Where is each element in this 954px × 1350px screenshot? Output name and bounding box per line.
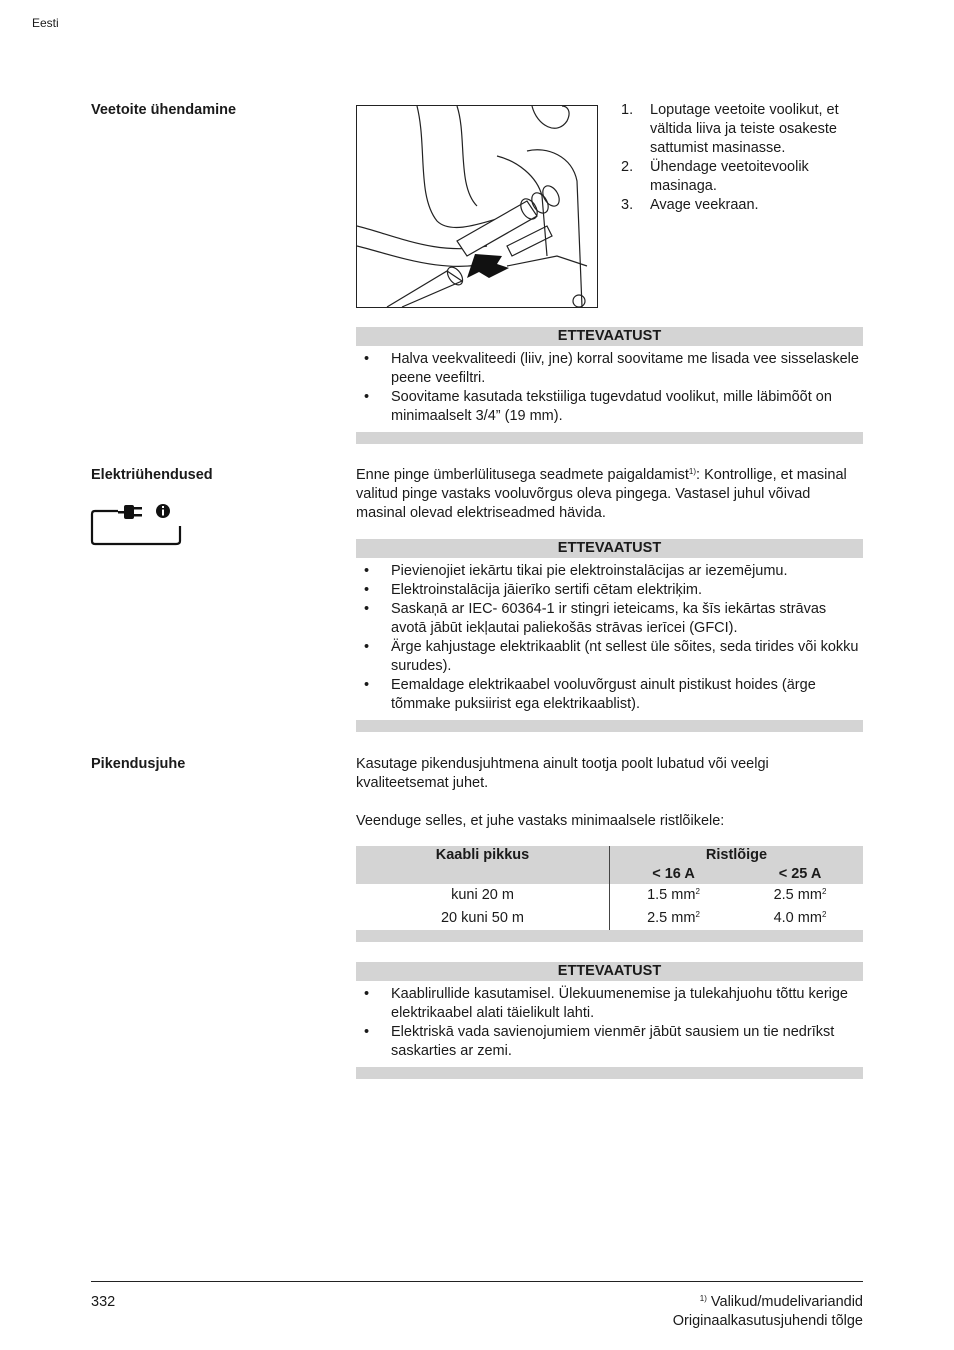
caution-item: • Kaablirullide kasutamisel. Ülekuumenemise ja tulekahjuohu tõttu kerige elektrikaabel alati täielikult lahti. xyxy=(356,985,863,1023)
footer-divider xyxy=(91,1281,863,1282)
extension-paragraph: Veenduge selles, et juhe vastaks minimaalsele ristlõikele: xyxy=(356,813,725,829)
step-item: 3. Avage veekraan. xyxy=(621,197,759,213)
table-footer-bar xyxy=(356,930,863,942)
caution-item: • Saskaņā ar IEC- 60364-1 ir stingri ieteicams, ka šīs iekārtas strāvas avotā jābūt iekļautai paliekošās strāvas ierīcei (GFCI). xyxy=(356,600,863,638)
table-row: kuni 20 m 1.5 $mm^2$ 2.5 $mm^2$ xyxy=(356,884,863,907)
table-row: 20 kuni 50 m 2.5 $mm^2$ 4.0 $mm^2$ xyxy=(356,907,863,930)
extension-paragraph: Kasutage pikendusjuhtmena ainult tootja poolt lubatud või veelgi kvaliteetsemat juhet. xyxy=(356,756,769,791)
caution-item: • Elektriskā vada savienojumiem vienmēr jābūt sausiem un tie nedrīkst saskarties ar zemi. xyxy=(356,1023,863,1061)
table-subheader-25a: < 25 A xyxy=(778,866,822,882)
table-subheader-16a: < 16 A xyxy=(652,866,695,882)
section-heading-water: Veetoite ühendamine xyxy=(91,102,237,118)
caution-item: • Halva veekvaliteedi (liiv, jne) korral soovitame me lisada vee sisselaskele peene veefiltri. xyxy=(356,350,863,388)
section-heading-extension: Pikendusjuhe xyxy=(91,756,186,772)
caution-box-extension xyxy=(356,962,863,1079)
electric-intro: Enne pinge ümberlülitusega seadmete paigaldamist$^{1)}$: Kontrollige, et masinal valitud pinge vastaks vooluvõrgus oleva pingega. Vastasel juhul võivad masinal olevad elektriseadmed hävida. xyxy=(356,467,847,521)
caution-footer-bar xyxy=(356,720,863,732)
caution-box-electric xyxy=(356,539,863,732)
plug-info-icon xyxy=(90,502,184,554)
caution-box-water xyxy=(356,327,863,444)
cable-table xyxy=(356,846,863,942)
footer-translation: Originaalkasutusjuhendi tõlge xyxy=(672,1313,863,1329)
language-label: Eesti xyxy=(32,16,59,30)
caution-item: • Ärge kahjustage elektrikaablit (nt sellest üle sõites, seda tirides või kokku surudes). xyxy=(356,638,863,676)
footer-note: $^{1)}$ Valikud/mudelivariandid Originaalkasutusjuhendi tõlge xyxy=(672,1294,863,1329)
caution-title: ETTEVAATUST xyxy=(356,327,863,346)
caution-title: ETTEVAATUST xyxy=(356,962,863,981)
page-number: 332 xyxy=(91,1294,116,1310)
caution-item: • Elektroinstalācija jāierīko sertifi cētam elektriķim. xyxy=(356,581,863,600)
caution-item: • Eemaldage elektrikaabel vooluvõrgust ainult pistikust hoides (ärge tõmmake puksiirist ega elektrikaablist). xyxy=(356,676,863,714)
caution-footer-bar xyxy=(356,432,863,444)
caution-item: • Soovitame kasutada tekstiiliga tugevdatud voolikut, mille läbimõõt on minimaalselt 3/4” (19 mm). xyxy=(356,388,863,426)
caution-footer-bar xyxy=(356,1067,863,1079)
step-item: 2. Ühendage veetoitevoolik masinaga. xyxy=(621,159,809,194)
caution-title: ETTEVAATUST xyxy=(356,539,863,558)
step-item: 1. Loputage veetoite voolikut, et vältida liiva ja teiste osakeste sattumist masinasse. xyxy=(621,102,839,156)
caution-item: • Pievienojiet iekārtu tikai pie elektroinstalācijas ar iezemējumu. xyxy=(356,562,863,581)
extension-text xyxy=(356,755,863,831)
table-header-length: Kaabli pikkus xyxy=(356,846,610,865)
section-heading-electric: Elektriühendused xyxy=(91,467,213,483)
connection-steps xyxy=(621,101,871,215)
table-header-section: Ristlõige xyxy=(705,847,768,863)
hose-connection-illustration xyxy=(356,105,598,308)
